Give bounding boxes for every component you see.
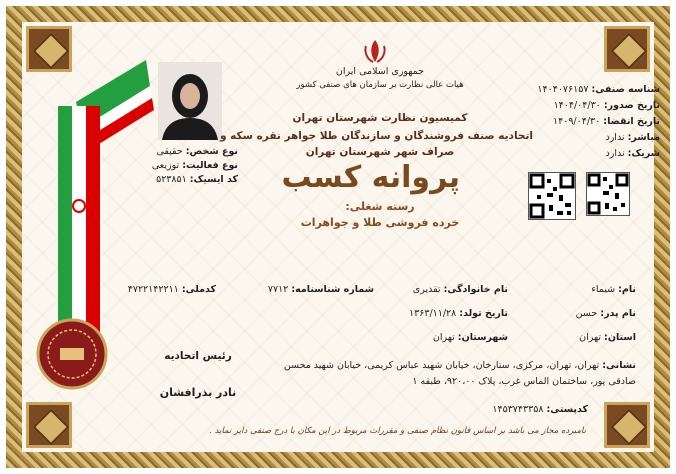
national-code-row: کدملی: ۴۷۲۲۱۴۲۲۱۱ [127, 284, 216, 295]
republic-title: جمهوری اسلامی ایران [335, 66, 425, 77]
person-type-row: نوع شخص: حقیقی [156, 146, 238, 157]
expiry-date-row: تاریخ انقضا: ۱۴۰۹/۰۴/۳۰ [553, 116, 660, 127]
council-title: هیات عالی نظارت بر سازمان های صنفی کشور [296, 80, 464, 90]
id-number-row: شماره شناسنامه: ۷۷۱۲ [267, 284, 374, 295]
city-row: شهرستان: تهران [432, 332, 508, 343]
document-title: پروانه کسب [281, 160, 460, 195]
ministry-seal [36, 318, 108, 390]
activity-type-row: نوع فعالیت: توزیعی [151, 160, 238, 171]
union-title-line2: صراف شهر شهرستان تهران [305, 146, 455, 158]
commission-title: کمیسیون نظارت شهرستان تهران [292, 112, 468, 124]
manager-row: مباشر: ندارد [605, 132, 660, 143]
postal-code-row: کدپستی: ۱۴۵۳۷۴۳۳۵۸ [492, 404, 588, 415]
address-line-1: نشانی: تهران، تهران، مرکزی، ستارخان، خیابان شهید عباس کریمی، خیابان شهید محسن [283, 360, 636, 371]
union-title-line1: اتحادیه صنف فروشندگان و سازندگان طلا جواهر نقره سکه و [219, 130, 533, 142]
signature-title: رئیس اتحادیه [164, 350, 232, 362]
issue-date-row: تاریخ صدور: ۱۴۰۴/۰۴/۳۰ [553, 100, 660, 111]
father-name-row: نام پدر: حسن [575, 308, 636, 319]
holder-photo [158, 62, 222, 140]
category-value: خرده فروشی طلا و جواهرات [300, 216, 460, 229]
isic-code-row: کد ایسیک: ۵۲۳۸۵۱ [156, 174, 238, 185]
corner-ornament-bottom-right [604, 402, 650, 448]
corner-ornament-bottom-left [26, 402, 72, 448]
signature-name: نادر بذرافشان [159, 386, 237, 399]
flag-ribbon [42, 58, 154, 348]
address-line-2: صادقی پور، ساختمان الماس غرب، پلاک ۹۲۰،۰۰، طبقه ۱ [412, 376, 636, 387]
name-row: نام: شیماء [591, 284, 636, 295]
category-label: رسته شغلی: [345, 200, 415, 213]
birth-date-row: تاریخ تولد: ۱۳۶۳/۱۱/۲۸ [409, 308, 508, 319]
guild-id-row: شناسه صنفی: ۱۴۰۴۰۷۶۱۵۷ [537, 84, 660, 95]
qr-code-2 [586, 172, 630, 216]
partner-row: شریک: ندارد [605, 148, 660, 159]
family-name-row: نام خانوادگی: تقدیری [412, 284, 508, 295]
qr-code-1 [528, 172, 576, 220]
province-row: استان: تهران [579, 332, 636, 343]
footer-note: نامبرده مجاز می باشد بر اساس قانون نظام صنفی و مقررات مربوط در این مکان با درج صنفی دایر نماید . [209, 426, 586, 436]
corner-ornament-top-right [604, 26, 650, 72]
iran-emblem-icon [362, 38, 388, 64]
